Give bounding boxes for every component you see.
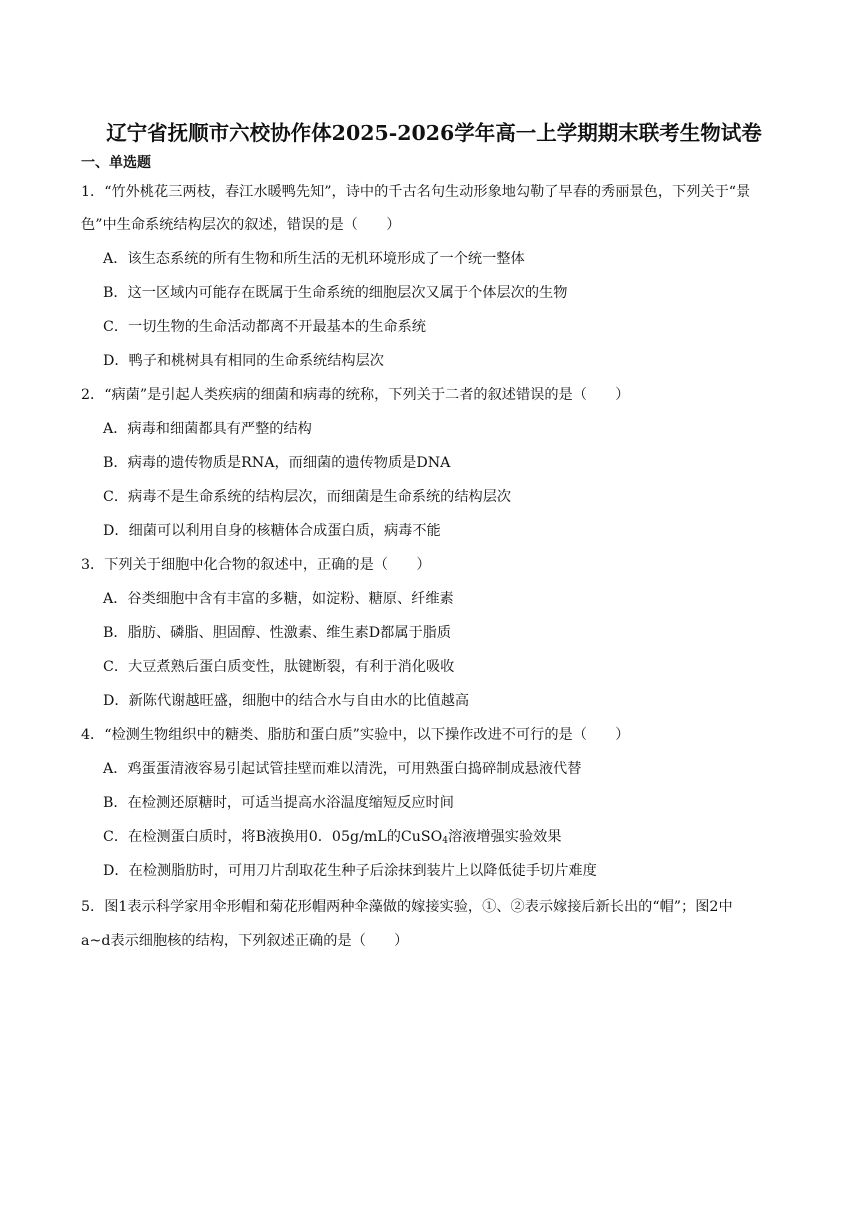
question-1-option-a: A．该生态系统的所有生物和所生活的无机环境形成了一个统一整体 — [103, 251, 525, 267]
question-3-option-d: D．新陈代谢越旺盛，细胞中的结合水与自由水的比值越高 — [103, 693, 470, 709]
question-3-option-c: C．大豆煮熟后蛋白质变性，肽键断裂，有利于消化吸收 — [103, 659, 455, 675]
question-4-option-b: B．在检测还原糖时，可适当提高水浴温度缩短反应时间 — [103, 795, 454, 811]
question-5-stem-line-2: a~d表示细胞核的结构，下列叙述正确的是（ ） — [81, 933, 409, 949]
question-3-stem: 3．下列关于细胞中化合物的叙述中，正确的是（ ） — [81, 557, 431, 573]
question-4-option-c-formula: CuSO — [400, 829, 443, 845]
question-4-stem: 4．“检测生物组织中的糖类、脂肪和蛋白质”实验中，以下操作改进不可行的是（ ） — [81, 727, 630, 743]
question-3-option-a: A．谷类细胞中含有丰富的多糖，如淀粉、糖原、纤维素 — [103, 591, 454, 607]
question-2-option-b: B．病毒的遗传物质是RNA，而细菌的遗传物质是DNA — [103, 455, 451, 471]
section-heading: 一、单选题 — [81, 155, 151, 171]
question-2-stem: 2．“病菌”是引起人类疾病的细菌和病毒的统称，下列关于二者的叙述错误的是（ ） — [81, 387, 630, 403]
question-3-option-b: B．脂肪、磷脂、胆固醇、性激素、维生素D都属于脂质 — [103, 625, 452, 641]
question-4-option-c-tail: 溶液增强实验效果 — [448, 829, 562, 845]
question-2-option-a: A．病毒和细菌都具有严整的结构 — [103, 421, 312, 437]
page-title: 辽宁省抚顺市六校协作体2025-2026学年高一上学期期末联考生物试卷 — [106, 121, 762, 145]
question-1-option-b: B．这一区域内可能存在既属于生命系统的细胞层次又属于个体层次的生物 — [103, 285, 568, 301]
question-1-stem-line-1: 1．“竹外桃花三两枝，春江水暖鸭先知”，诗中的千古名句生动形象地勾勒了早春的秀丽景色，下列关于“景 — [81, 184, 751, 200]
question-1-option-c: C．一切生物的生命活动都离不开最基本的生命系统 — [103, 319, 426, 335]
question-2-option-c: C．病毒不是生命系统的结构层次，而细菌是生命系统的结构层次 — [103, 489, 512, 505]
question-1-option-d: D．鸭子和桃树具有相同的生命系统结构层次 — [103, 353, 384, 369]
question-4-option-d: D．在检测脂肪时，可用刀片刮取花生种子后涂抹到装片上以降低徒手切片难度 — [103, 863, 597, 879]
question-5-stem-line-1: 5．图1表示科学家用伞形帽和菊花形帽两种伞藻做的嫁接实验，①、②表示嫁接后新长出的“帽”；图2中 — [81, 899, 733, 915]
question-4-option-c-text: C．在检测蛋白质时，将B液换用0．05g/mL的 — [103, 829, 401, 845]
question-4-option-c — [103, 827, 562, 851]
question-4-option-c-subscript: 4 — [442, 836, 448, 846]
question-1-stem-line-2: 色”中生命系统结构层次的叙述，错误的是（ ） — [81, 217, 401, 233]
question-4-option-a: A．鸡蛋蛋清液容易引起试管挂壁而难以清洗，可用熟蛋白捣碎制成悬液代替 — [103, 761, 582, 777]
question-2-option-d: D．细菌可以利用自身的核糖体合成蛋白质，病毒不能 — [103, 523, 441, 539]
